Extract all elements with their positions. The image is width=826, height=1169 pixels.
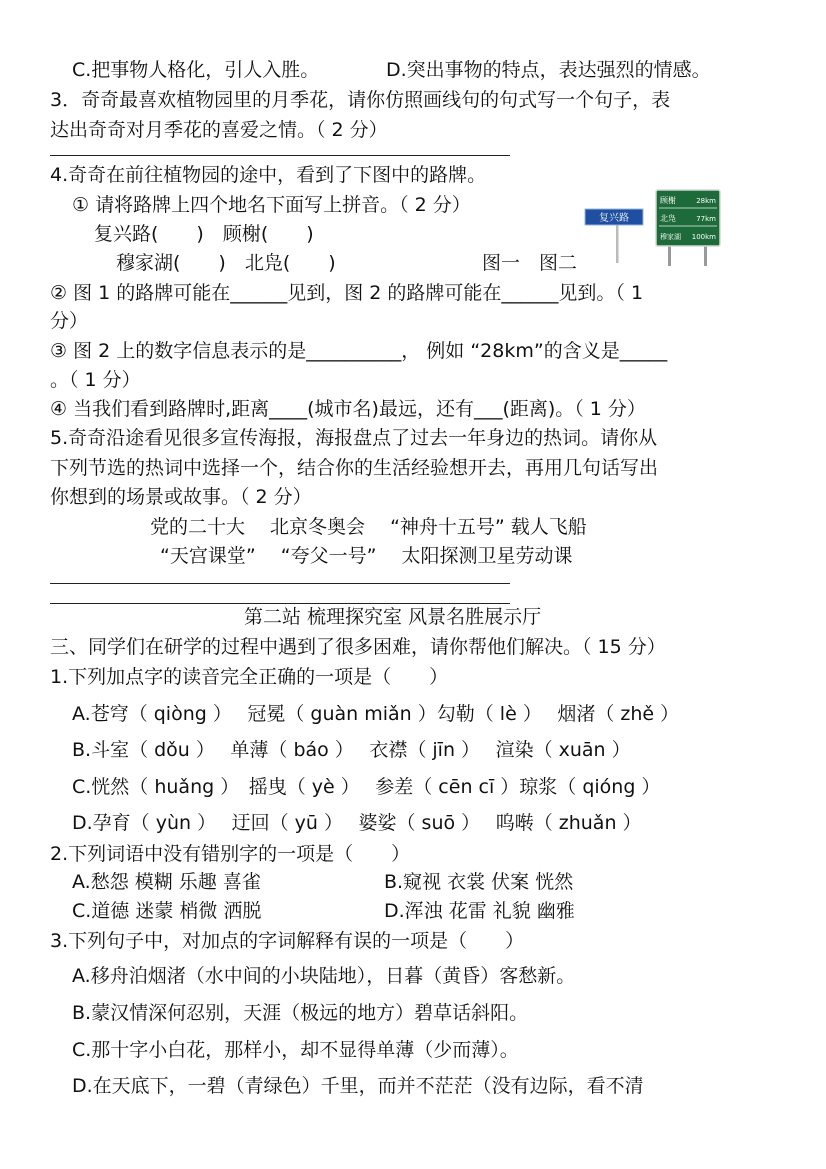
q3-option-c: C.那十字小白花，那样小，却不显得单薄（少而薄）。 [72, 1039, 519, 1061]
road-sign-figure-1 [583, 205, 645, 268]
q1-option-a: A.苍穹（ qiòng ） 冠冕（ guàn miǎn ）勾勒（ lè ） 烟渚（ zhě ） [72, 703, 680, 725]
mc-question-3: 3.下列句子中，对加点的字词解释有误的一项是（ ） [50, 930, 525, 952]
option-d-text: D.突出事物的特点，表达强烈的情感。 [386, 59, 711, 81]
q2-option-a: A.愁怨 模糊 乐趣 喜雀 [72, 871, 261, 893]
sign-2-place-1: 顾榭 [660, 196, 676, 205]
question-4-sub-1: ① 请将路牌上四个地名下面写上拼音。（ 2 分） [72, 194, 471, 216]
sign-1-label: 复兴路 [599, 213, 629, 224]
q2-option-d: D.浑浊 花雷 礼貌 幽雅 [384, 900, 575, 922]
question-4-sub-3-score: 。（ 1 分） [50, 369, 141, 391]
figure-captions: 图一 图二 [482, 252, 578, 274]
sign-2-place-2: 北凫 [660, 214, 676, 223]
part-3-heading: 三、同学们在研学的过程中遇到了很多困难，请你帮他们解决。（ 15 分） [50, 636, 666, 658]
q1-option-d: D.孕育（ yùn ） 迂回（ yū ） 婆娑（ suō ） 呜啭（ zhuǎn ） [72, 812, 642, 834]
question-4-sub-2-score: 分） [50, 310, 89, 332]
sign-2-dist-1: 28km [696, 197, 716, 205]
q3-option-a: A.移舟泊烟渚（水中间的小块陆地），日暮（黄昏）客愁新。 [72, 965, 576, 987]
q3-option-d: D.在天底下，一碧（青绿色）千里，而并不茫茫（没有边际，看不清 [72, 1075, 644, 1097]
pinyin-row-2: 穆家湖( ) 北凫( ) [116, 252, 336, 274]
answer-line [50, 583, 510, 584]
question-4-sub-4: ④ 当我们看到路牌时,距离____(城市名)最远，还有___(距离)。（ 1 分） [50, 398, 646, 420]
question-4-sub-2: ② 图 1 的路牌可能在______见到，图 2 的路牌可能在______见到。（ 1 [50, 282, 644, 304]
question-3-line-2: 达出奇奇对月季花的喜爱之情。（ 2 分） [50, 119, 388, 141]
answer-line [50, 603, 510, 604]
sign-2-dist-2: 77km [696, 215, 716, 223]
q2-option-c: C.道德 迷蒙 梢微 洒脱 [72, 900, 262, 922]
question-4-title: 4.奇奇在前往植物园的途中，看到了下图中的路牌。 [50, 164, 487, 186]
mc-question-2: 2.下列词语中没有错别字的一项是（ ） [50, 843, 411, 865]
question-4-sub-3: ③ 图 2 上的数字信息表示的是__________， 例如 “28km”的含义是_____ [50, 340, 668, 362]
question-5-line-2: 下列节选的热词中选择一个，结合你的生活经验想开去，再用几句话写出 [50, 457, 659, 479]
section-heading: 第二站 梳理探究室 风景名胜展示厅 [244, 606, 542, 628]
sign-2-place-3: 穆家湖 [660, 233, 681, 241]
road-sign-figure-2 [654, 188, 722, 271]
question-3-line-1: 3．奇奇最喜欢植物园里的月季花，请你仿照画线句的句式写一个句子，表 [50, 89, 671, 111]
mc-question-1: 1.下列加点字的读音完全正确的一项是（ ） [50, 666, 449, 688]
pinyin-row-1: 复兴路( ) 顾榭( ) [94, 223, 314, 245]
hot-words-row-2: “天宫课堂” “夸父一号” 太阳探测卫星劳动课 [160, 545, 573, 567]
sign-2-dist-3: 100km [691, 233, 716, 241]
q2-option-b: B.窥视 衣裳 伏案 恍然 [384, 871, 574, 893]
answer-line [50, 155, 510, 156]
option-c-text: C.把事物人格化，引人入胜。 [72, 59, 320, 81]
q3-option-b: B.蒙汉情深何忍别，天涯（极远的地方）碧草话斜阳。 [72, 1002, 529, 1024]
hot-words-row-1: 党的二十大 北京冬奥会 “神舟十五号” 载人飞船 [150, 516, 587, 538]
q1-option-b: B.斗室（ dǒu ） 单薄（ báo ） 衣襟（ jīn ） 渲染（ xuān ） [72, 739, 631, 761]
q1-option-c: C.恍然（ huǎng ） 摇曳（ yè ） 参差（ cēn cī ）琼浆（ qióng ） [72, 776, 661, 798]
question-5-line-1: 5.奇奇沿途看见很多宣传海报，海报盘点了过去一年身边的热词。请你从 [50, 427, 658, 449]
question-5-line-3: 你想到的场景或故事。（ 2 分） [50, 486, 312, 508]
